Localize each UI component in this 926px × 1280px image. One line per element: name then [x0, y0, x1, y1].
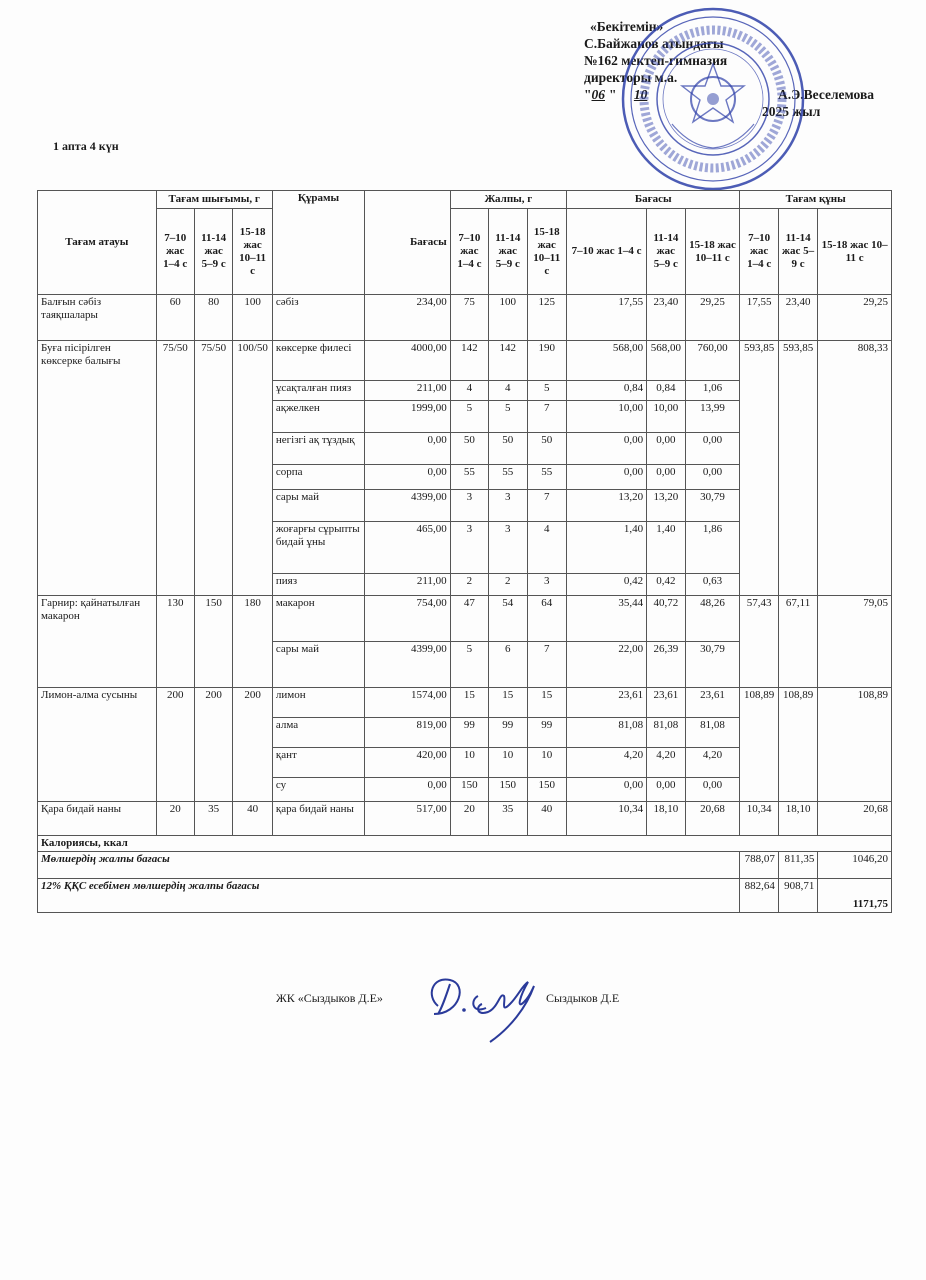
- approval-name: А.Э.Веселемова: [778, 87, 875, 102]
- ingredient-cost: 0,42: [567, 574, 647, 596]
- ingredient-gross: 4: [489, 381, 527, 401]
- ingredient-cost: 10,00: [647, 401, 685, 433]
- ingredient-gross: 100: [489, 295, 527, 341]
- dish-yield: 150: [194, 596, 232, 688]
- ingredient-gross: 5: [450, 642, 488, 688]
- ingredient-name: макарон: [272, 596, 364, 642]
- ingredient-gross: 125: [527, 295, 567, 341]
- ingredient-gross: 55: [450, 465, 488, 490]
- ingredient-gross: 7: [527, 401, 567, 433]
- dish-name: Лимон-алма сусыны: [38, 688, 157, 802]
- ingredient-cost: 1,40: [647, 522, 685, 574]
- dish-yield: 200: [156, 688, 194, 802]
- calories-row: Калориясы, ккал: [38, 836, 892, 852]
- ingredient-gross: 15: [450, 688, 488, 718]
- dish-yield: 75/50: [194, 341, 232, 596]
- ingredient-cost: 0,00: [647, 433, 685, 465]
- ingredient-cost: 18,10: [647, 802, 685, 836]
- ingredient-cost: 0,00: [567, 465, 647, 490]
- ingredient-cost: 1,40: [567, 522, 647, 574]
- ingredient-cost: 23,61: [567, 688, 647, 718]
- ingredient-cost: 23,61: [685, 688, 740, 718]
- menu-body: [38, 295, 892, 836]
- ingredient-gross: 3: [450, 522, 488, 574]
- handwritten-signature: [420, 956, 550, 1056]
- ingredient-row: [38, 341, 892, 381]
- total-vat-age2: 908,71: [778, 879, 818, 913]
- header-dish-name: Тағам атауы: [38, 191, 157, 295]
- ingredient-name: сары май: [272, 490, 364, 522]
- ingredient-price: 754,00: [365, 596, 451, 642]
- dish-yield: 200: [194, 688, 232, 802]
- ingredient-name: ақжелкен: [272, 401, 364, 433]
- ingredient-gross: 3: [489, 522, 527, 574]
- approval-line-3: директоры м.а.: [584, 70, 678, 85]
- ingredient-cost: 568,00: [647, 341, 685, 381]
- ingredient-gross: 5: [450, 401, 488, 433]
- header-cost-age1: 7–10 жас 1–4 с: [567, 209, 647, 295]
- footer-signer-name: Сыздыков Д.Е: [546, 991, 620, 1005]
- dish-yield: 180: [233, 596, 273, 688]
- ingredient-price: 4000,00: [365, 341, 451, 381]
- ingredient-row: [38, 295, 892, 341]
- ingredient-price: 465,00: [365, 522, 451, 574]
- ingredient-price: 211,00: [365, 574, 451, 596]
- ingredient-gross: 50: [527, 433, 567, 465]
- dish-cost: 593,85: [740, 341, 778, 596]
- approval-line-1: С.Байжанов атындағы: [584, 36, 724, 51]
- total-age1: 788,07: [740, 852, 778, 879]
- ingredient-gross: 35: [489, 802, 527, 836]
- ingredient-cost: 0,00: [567, 433, 647, 465]
- ingredient-price: 211,00: [365, 381, 451, 401]
- footer-company: ЖК «Сыздыков Д.Е»: [276, 991, 383, 1005]
- total-vat-row: [38, 879, 892, 913]
- ingredient-gross: 10: [450, 748, 488, 778]
- ingredient-price: 420,00: [365, 748, 451, 778]
- menu-table: [37, 190, 892, 913]
- dish-cost: 20,68: [818, 802, 892, 836]
- ingredient-cost: 81,08: [685, 718, 740, 748]
- ingredient-price: 4399,00: [365, 642, 451, 688]
- dish-cost: 18,10: [778, 802, 818, 836]
- ingredient-cost: 13,20: [567, 490, 647, 522]
- ingredient-price: 1999,00: [365, 401, 451, 433]
- ingredient-row: [38, 802, 892, 836]
- ingredient-cost: 30,79: [685, 490, 740, 522]
- ingredient-gross: 142: [450, 341, 488, 381]
- ingredient-cost: 13,20: [647, 490, 685, 522]
- ingredient-name: лимон: [272, 688, 364, 718]
- ingredient-gross: 15: [489, 688, 527, 718]
- ingredient-cost: 30,79: [685, 642, 740, 688]
- dish-cost: 67,11: [778, 596, 818, 688]
- ingredient-cost: 10,00: [567, 401, 647, 433]
- dish-cost: 29,25: [818, 295, 892, 341]
- ingredient-gross: 99: [527, 718, 567, 748]
- header-cost: Бағасы: [567, 191, 740, 209]
- ingredient-cost: 0,84: [567, 381, 647, 401]
- dish-yield: 100: [233, 295, 273, 341]
- ingredient-cost: 1,06: [685, 381, 740, 401]
- dish-name: Балғын сәбіз таяқшалары: [38, 295, 157, 341]
- ingredient-row: [38, 596, 892, 642]
- dish-yield: 200: [233, 688, 273, 802]
- ingredient-name: негізгі ақ тұздық: [272, 433, 364, 465]
- dish-cost: 108,89: [778, 688, 818, 802]
- ingredient-cost: 4,20: [567, 748, 647, 778]
- approval-month: 10: [633, 87, 648, 102]
- ingredient-price: 4399,00: [365, 490, 451, 522]
- header-cost-age2: 11-14 жас 5–9 с: [647, 209, 685, 295]
- ingredient-gross: 2: [450, 574, 488, 596]
- ingredient-cost: 13,99: [685, 401, 740, 433]
- ingredient-gross: 50: [450, 433, 488, 465]
- ingredient-gross: 75: [450, 295, 488, 341]
- ingredient-gross: 5: [489, 401, 527, 433]
- ingredient-name: ұсақталған пияз: [272, 381, 364, 401]
- header-gross-age2: 11-14 жас 5–9 с: [489, 209, 527, 295]
- ingredient-price: 0,00: [365, 465, 451, 490]
- header-dishcost-age2: 11-14 жас 5–9 с: [778, 209, 818, 295]
- ingredient-cost: 0,00: [647, 465, 685, 490]
- ingredient-cost: 4,20: [685, 748, 740, 778]
- ingredient-gross: 3: [450, 490, 488, 522]
- ingredient-price: 234,00: [365, 295, 451, 341]
- ingredient-gross: 64: [527, 596, 567, 642]
- dish-cost: 593,85: [778, 341, 818, 596]
- ingredient-gross: 3: [489, 490, 527, 522]
- ingredient-cost: 0,42: [647, 574, 685, 596]
- ingredient-name: сәбіз: [272, 295, 364, 341]
- ingredient-gross: 55: [489, 465, 527, 490]
- ingredient-cost: 26,39: [647, 642, 685, 688]
- ingredient-cost: 0,63: [685, 574, 740, 596]
- ingredient-cost: 23,40: [647, 295, 685, 341]
- approval-block: [584, 18, 904, 119]
- dish-cost: 10,34: [740, 802, 778, 836]
- ingredient-name: пияз: [272, 574, 364, 596]
- ingredient-cost: 40,72: [647, 596, 685, 642]
- total-label: Мөлшердің жалпы бағасы: [38, 852, 740, 879]
- header-yield-age2: 11-14 жас 5–9 с: [194, 209, 232, 295]
- dish-name: Гарнир: қайнатылған макарон: [38, 596, 157, 688]
- approval-line-2: №162 мектеп-гимназия: [584, 53, 728, 68]
- total-vat-age1: 882,64: [740, 879, 778, 913]
- ingredient-gross: 5: [527, 381, 567, 401]
- ingredient-gross: 4: [450, 381, 488, 401]
- approval-title: «Бекітемін»: [590, 19, 664, 34]
- ingredient-cost: 0,00: [685, 778, 740, 802]
- ingredient-cost: 29,25: [685, 295, 740, 341]
- ingredient-gross: 47: [450, 596, 488, 642]
- ingredient-gross: 20: [450, 802, 488, 836]
- dish-yield: 20: [156, 802, 194, 836]
- header-cost-age3: 15-18 жас 10–11 с: [685, 209, 740, 295]
- total-age3: 1046,20: [818, 852, 892, 879]
- ingredient-cost: 17,55: [567, 295, 647, 341]
- dish-cost: 57,43: [740, 596, 778, 688]
- total-vat-age3: 1171,75: [818, 879, 892, 913]
- dish-name: Буға пісірілген көксерке балығы: [38, 341, 157, 596]
- dish-yield: 60: [156, 295, 194, 341]
- header-gross-age3: 15-18 жас 10–11 с: [527, 209, 567, 295]
- ingredient-cost: 23,61: [647, 688, 685, 718]
- ingredient-gross: 54: [489, 596, 527, 642]
- ingredient-gross: 10: [527, 748, 567, 778]
- ingredient-name: жоғарғы сұрыпты бидай ұны: [272, 522, 364, 574]
- ingredient-price: 1574,00: [365, 688, 451, 718]
- total-age2: 811,35: [778, 852, 818, 879]
- ingredient-cost: 760,00: [685, 341, 740, 381]
- ingredient-cost: 48,26: [685, 596, 740, 642]
- dish-yield: 75/50: [156, 341, 194, 596]
- dish-yield: 40: [233, 802, 273, 836]
- ingredient-gross: 99: [489, 718, 527, 748]
- ingredient-price: 0,00: [365, 778, 451, 802]
- header-yield-age3: 15-18 жас 10–11 с: [233, 209, 273, 295]
- ingredient-name: су: [272, 778, 364, 802]
- ingredient-cost: 35,44: [567, 596, 647, 642]
- ingredient-cost: 81,08: [567, 718, 647, 748]
- ingredient-gross: 7: [527, 490, 567, 522]
- approval-date: "06 " 10: [584, 87, 648, 102]
- header-yield: Тағам шығымы, г: [156, 191, 272, 209]
- ingredient-cost: 0,00: [567, 778, 647, 802]
- dish-yield: 100/50: [233, 341, 273, 596]
- ingredient-gross: 55: [527, 465, 567, 490]
- header-yield-age1: 7–10 жас 1–4 с: [156, 209, 194, 295]
- dish-cost: 17,55: [740, 295, 778, 341]
- ingredient-gross: 150: [489, 778, 527, 802]
- ingredient-gross: 2: [489, 574, 527, 596]
- header-price: Бағасы: [365, 191, 451, 295]
- header-dishcost-age3: 15-18 жас 10–11 с: [818, 209, 892, 295]
- ingredient-gross: 15: [527, 688, 567, 718]
- ingredient-gross: 10: [489, 748, 527, 778]
- approval-year: 2025 жыл: [762, 104, 821, 119]
- ingredient-cost: 0,84: [647, 381, 685, 401]
- ingredient-name: қара бидай наны: [272, 802, 364, 836]
- dish-cost: 23,40: [778, 295, 818, 341]
- ingredient-gross: 190: [527, 341, 567, 381]
- ingredient-gross: 150: [527, 778, 567, 802]
- ingredient-gross: 7: [527, 642, 567, 688]
- total-vat-label: 12% ҚҚС есебімен мөлшердің жалпы бағасы: [38, 879, 740, 913]
- ingredient-cost: 10,34: [567, 802, 647, 836]
- ingredient-gross: 3: [527, 574, 567, 596]
- week-day-label: 1 апта 4 күн: [53, 139, 119, 153]
- ingredient-gross: 99: [450, 718, 488, 748]
- ingredient-gross: 4: [527, 522, 567, 574]
- ingredient-gross: 6: [489, 642, 527, 688]
- header-dish-cost: Тағам құны: [740, 191, 892, 209]
- approval-day: 06: [591, 87, 605, 102]
- ingredient-gross: 50: [489, 433, 527, 465]
- total-row: [38, 852, 892, 879]
- ingredient-name: көксерке филесі: [272, 341, 364, 381]
- ingredient-name: қант: [272, 748, 364, 778]
- ingredient-cost: 0,00: [647, 778, 685, 802]
- ingredient-price: 0,00: [365, 433, 451, 465]
- ingredient-price: 819,00: [365, 718, 451, 748]
- dish-yield: 80: [194, 295, 232, 341]
- dish-cost: 808,33: [818, 341, 892, 596]
- dish-yield: 35: [194, 802, 232, 836]
- ingredient-gross: 40: [527, 802, 567, 836]
- ingredient-name: сорпа: [272, 465, 364, 490]
- ingredient-cost: 568,00: [567, 341, 647, 381]
- ingredient-cost: 1,86: [685, 522, 740, 574]
- ingredient-cost: 20,68: [685, 802, 740, 836]
- dish-name: Қара бидай наны: [38, 802, 157, 836]
- ingredient-gross: 142: [489, 341, 527, 381]
- ingredient-row: [38, 688, 892, 718]
- ingredient-name: сары май: [272, 642, 364, 688]
- ingredient-cost: 22,00: [567, 642, 647, 688]
- ingredient-cost: 0,00: [685, 433, 740, 465]
- header-dishcost-age1: 7–10 жас 1–4 с: [740, 209, 778, 295]
- dish-cost: 108,89: [740, 688, 778, 802]
- ingredient-gross: 150: [450, 778, 488, 802]
- ingredient-cost: 81,08: [647, 718, 685, 748]
- header-gross-age1: 7–10 жас 1–4 с: [450, 209, 488, 295]
- header-gross: Жалпы, г: [450, 191, 566, 209]
- ingredient-cost: 0,00: [685, 465, 740, 490]
- ingredient-name: алма: [272, 718, 364, 748]
- header-composition: Құрамы: [272, 191, 364, 295]
- dish-yield: 130: [156, 596, 194, 688]
- dish-cost: 79,05: [818, 596, 892, 688]
- ingredient-cost: 4,20: [647, 748, 685, 778]
- ingredient-price: 517,00: [365, 802, 451, 836]
- dish-cost: 108,89: [818, 688, 892, 802]
